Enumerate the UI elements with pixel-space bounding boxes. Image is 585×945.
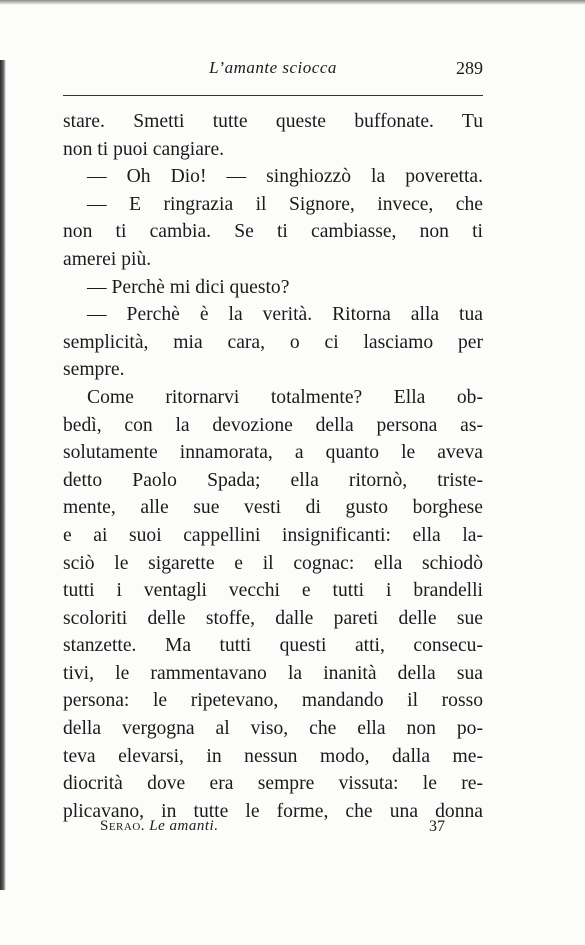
text-line: non ti cambia. Se ti cambiasse, non ti [63, 221, 483, 243]
text-line: semplicità, mia cara, o ci lasciamo per [63, 331, 483, 353]
printer-signature [100, 818, 218, 835]
text-line: stare. Smetti tutte queste buffonate. Tu [63, 111, 483, 132]
page-top-edge [0, 0, 585, 5]
signature-number: 37 [429, 818, 445, 835]
running-title: L’amante sciocca [209, 58, 337, 77]
text-line: — Perchè è la verità. Ritorna alla tua [87, 304, 483, 326]
text-line: tivi, le rammentavano la inanità della sua [63, 662, 483, 684]
signature-book-title: Le amanti. [149, 818, 219, 834]
text-line: sciò le sigarette e il cognac: ella schiodò [63, 552, 483, 574]
text-line: sempre. [63, 359, 125, 381]
page-gutter-shadow [0, 60, 6, 890]
page-number: 289 [456, 58, 483, 78]
signature-author: Serao. [100, 818, 146, 834]
text-line: mente, alle sue vesti di gusto borghese [63, 497, 483, 519]
body-text [63, 108, 483, 825]
text-line: — Oh Dio! — singhiozzò la poveretta. [87, 166, 483, 188]
text-line: stanzette. Ma tutti questi atti, consecu- [63, 635, 483, 657]
running-head [63, 58, 483, 84]
text-line: tutti i ventagli vecchi e tutti i brandelli [63, 580, 483, 602]
text-line: detto Paolo Spada; ella ritornò, triste- [63, 469, 483, 491]
text-line: non ti puoi cangiare. [63, 138, 225, 160]
text-line: plicavano, in tutte le forme, che una donna [63, 800, 483, 822]
text-line: della vergogna al viso, che ella non po- [63, 718, 483, 740]
text-line: persona: le ripetevano, mandando il rosso [63, 690, 483, 712]
text-line: solutamente innamorata, a quanto le aveva [63, 442, 483, 464]
text-line: bedì, con la devozione della persona as- [63, 414, 483, 436]
text-line: Come ritornarvi totalmente? Ella ob- [87, 386, 483, 408]
text-line: teva elevarsi, in nessun modo, dalla me- [63, 745, 483, 767]
text-line: — Perchè mi dici questo? [87, 276, 290, 298]
text-line: scoloriti delle stoffe, dalle pareti delle sue [63, 607, 483, 629]
text-line: — E ringrazia il Signore, invece, che [87, 193, 483, 215]
text-line: diocrità dove era sempre vissuta: le re- [63, 773, 483, 795]
text-line: e ai suoi cappellini insignificanti: ella la- [63, 524, 483, 546]
header-rule [63, 95, 483, 96]
text-line: amerei più. [63, 248, 152, 270]
signature-line [100, 818, 445, 842]
